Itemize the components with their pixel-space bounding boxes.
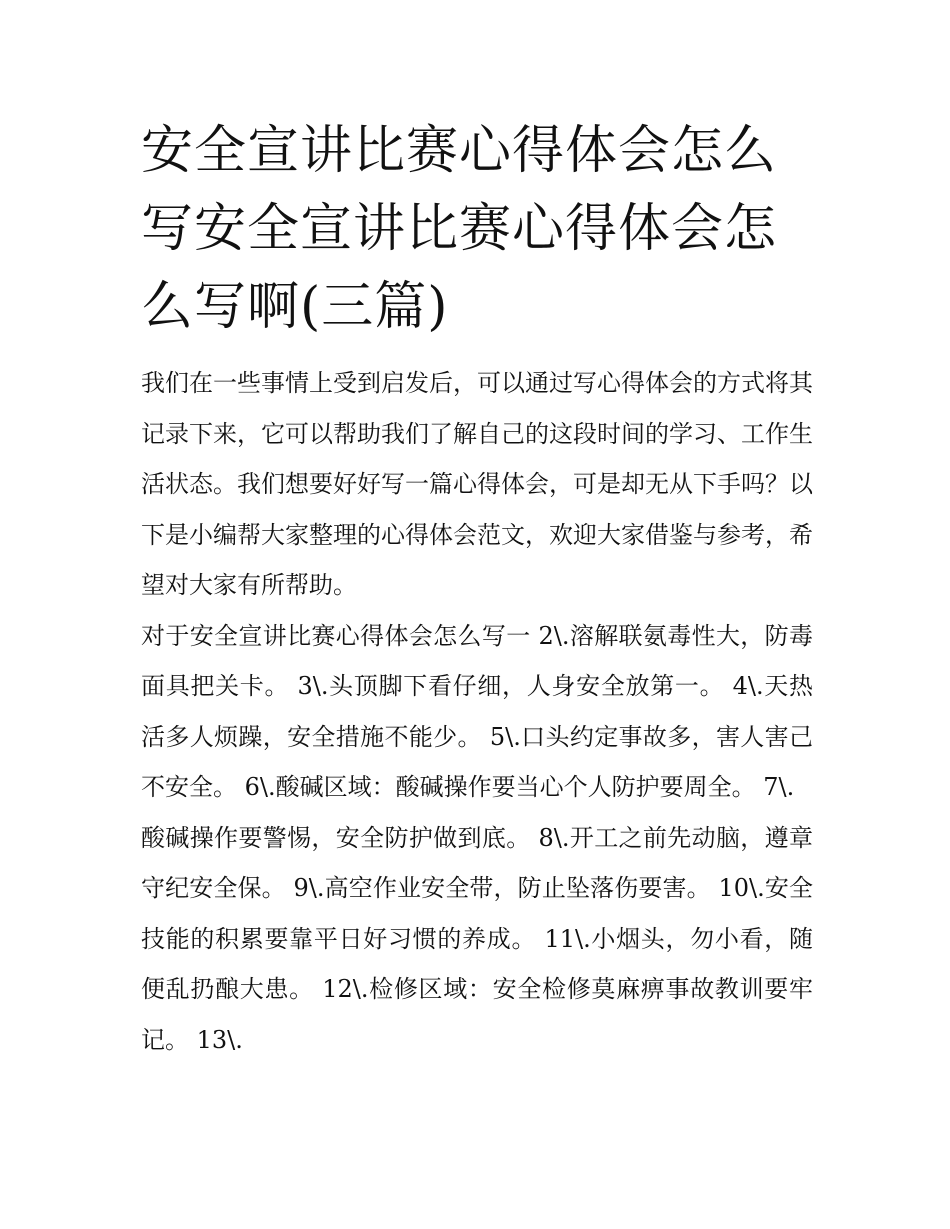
document-title: 安全宣讲比赛心得体会怎么写安全宣讲比赛心得体会怎么写啊(三篇)	[141, 121, 778, 337]
intro-paragraph: 我们在一些事情上受到启发后，可以通过写心得体会的方式将其记录下来，它可以帮助我们了解自己的这段时间的学习、工作生活状态。我们想要好好写一篇心得体会，可是却无从下手吗？以下是小编帮大家整理的心得体会范文，欢迎大家借鉴与参考，希望对大家有所帮助。	[141, 369, 813, 599]
body-paragraph: 酸碱操作要警惕，安全防护做到底。 8\.开工之前先动脑，遵章守纪安全保。 9\.高空作业安全带，防止坠落伤要害。 10\.安全技能的积累要靠平日好习惯的养成。 11\.小烟头，勿小看，随便乱扔酿大患。 12\.检修区域：安全检修莫麻痹事故教训要牢记。 13\.	[141, 823, 813, 1054]
body-paragraph: 对于安全宣讲比赛心得体会怎么写一 2\.溶解联氨毒性大，防毒面具把关卡。 3\.头顶脚下看仔细，人身安全放第一。 4\.天热活多人烦躁，安全措施不能少。 5\.口头约定事故多，害人害己不安全。 6\.酸碱区域：酸碱操作要当心个人防护要周全。 7\.	[141, 621, 813, 801]
document-body	[141, 112, 813, 1065]
